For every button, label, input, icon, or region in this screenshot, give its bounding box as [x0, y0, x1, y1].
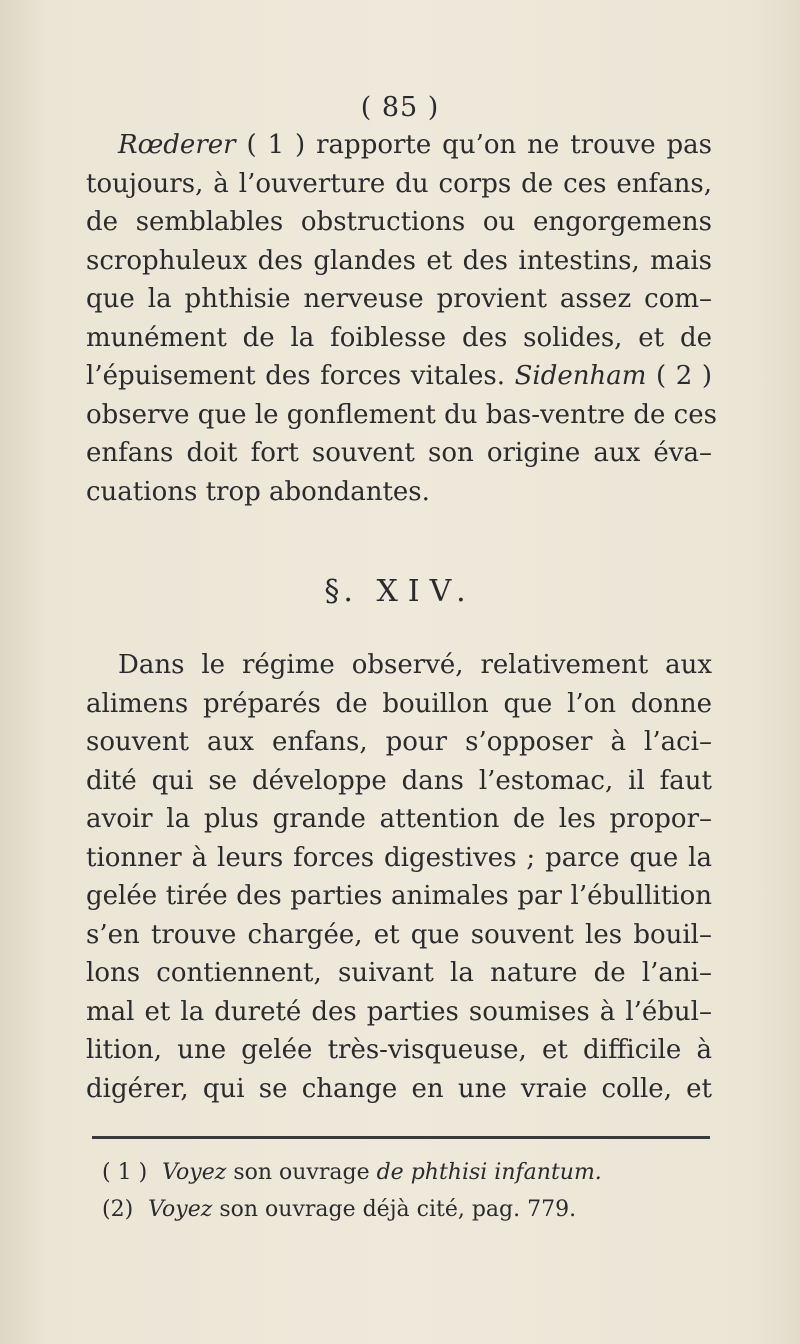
text-line: scrophuleux des glandes et des intestins, mais: [86, 245, 712, 276]
text-line: que la phthisie nerveuse provient assez com–: [86, 284, 712, 314]
text-line: cuations trop abondantes.: [86, 476, 430, 507]
text-line: lition, une gelée très-visqueuse, et difficile à: [86, 1035, 712, 1065]
text-line: lons contiennent, suivant la nature de l’ani–: [86, 958, 712, 988]
text-line: observe que le gonflement du bas-ventre de ces: [86, 399, 717, 430]
footnotes: [102, 1154, 602, 1228]
section-heading: [0, 574, 800, 609]
text-line: toujours, à l’ouverture du corps de ces enfans,: [86, 168, 712, 199]
text-line: munément de la foiblesse des solides, et de: [86, 322, 712, 353]
page-number: ( 85 ): [360, 92, 440, 123]
footnote-rule: [92, 1136, 710, 1139]
footnote-1: ( 1 ) Voyez son ouvrage de phthisi infantum.: [102, 1160, 602, 1185]
text-line: digérer, qui se change en une vraie colle, et: [86, 1073, 712, 1104]
text-line: tionner à leurs forces digestives ; parce que la: [86, 842, 712, 873]
text-line: alimens préparés de bouillon que l’on donne: [86, 688, 712, 719]
text-line: Rœderer ( 1 ) rapporte qu’on ne trouve pas: [118, 130, 712, 160]
text-line: dité qui se développe dans l’estomac, il faut: [86, 765, 712, 796]
text-line: enfans doit fort souvent son origine aux éva–: [86, 438, 712, 468]
text-line: Dans le régime observé, relativement aux: [118, 650, 712, 680]
text-line: mal et la dureté des parties soumises à l’ébul–: [86, 996, 712, 1027]
text-line: souvent aux enfans, pour s’opposer à l’aci–: [86, 727, 712, 757]
author-name: Rœderer: [118, 130, 236, 160]
text-line: s’en trouve chargée, et que souvent les bouil–: [86, 919, 712, 950]
author-name: Sidenham: [514, 361, 647, 391]
text-line: l’épuisement des forces vitales. Sidenham ( 2 ): [86, 361, 713, 391]
footnote-2: (2) Voyez son ouvrage déjà cité, pag. 779.: [102, 1197, 577, 1222]
section-numeral: XIV.: [376, 574, 476, 609]
section-mark: §.: [324, 574, 357, 609]
paragraph-roederer: [86, 126, 717, 511]
text-line: de semblables obstructions ou engorgemens: [86, 207, 712, 237]
text-line: avoir la plus grande attention de les propor–: [86, 804, 712, 834]
text-line: gelée tirée des parties animales par l’ébullition: [86, 881, 712, 911]
paragraph-regime: [86, 646, 712, 1108]
